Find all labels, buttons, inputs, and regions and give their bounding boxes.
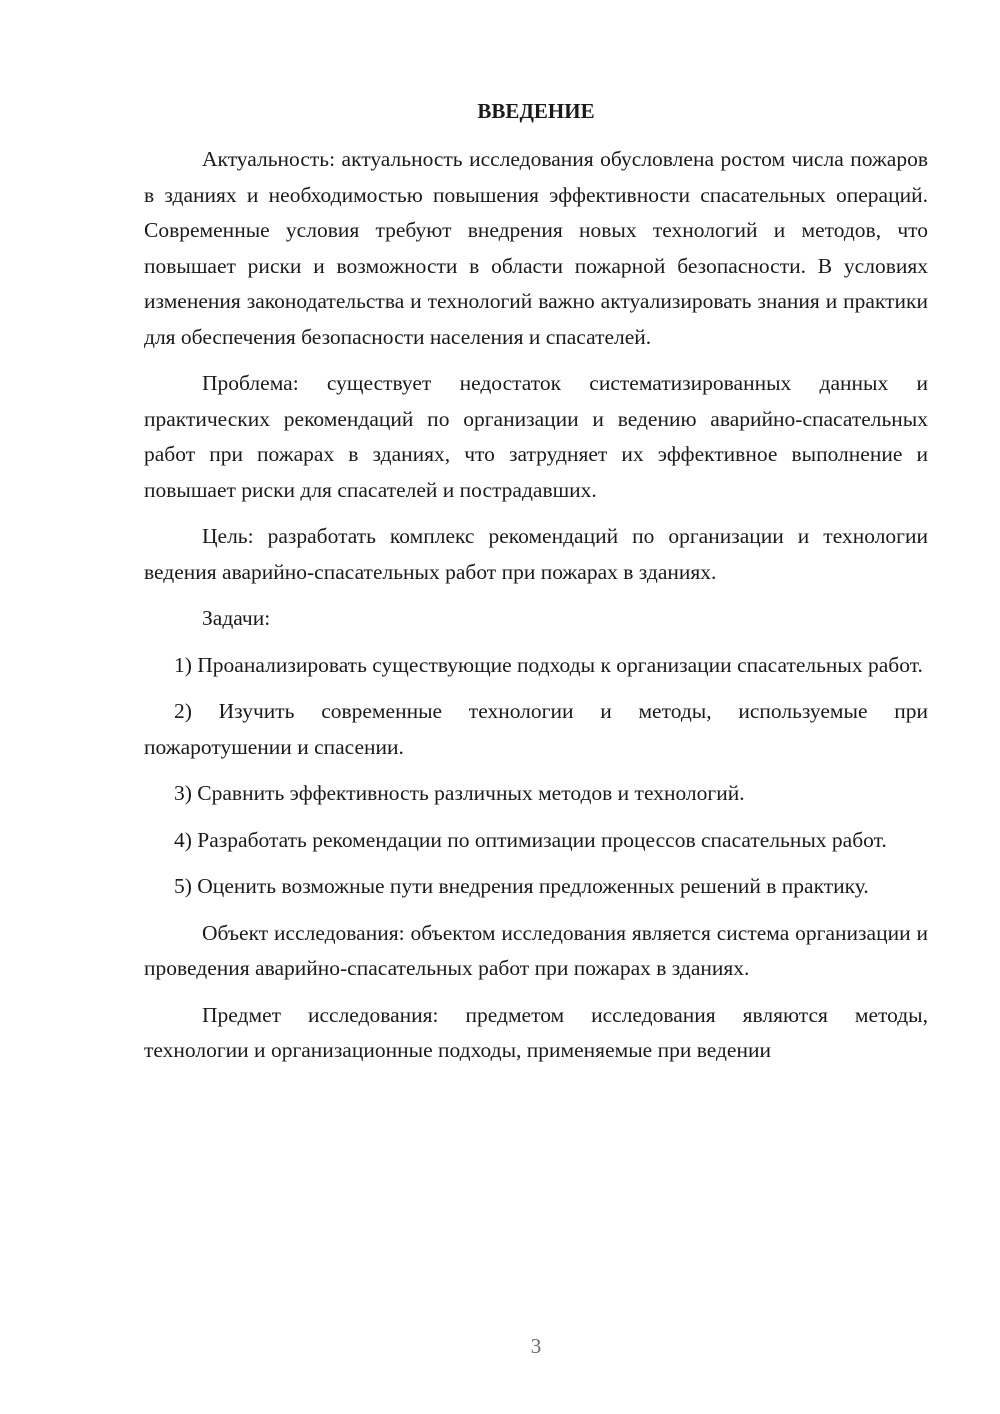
task-item-2: 2) Изучить современные технологии и методы, используемые при пожаротушении и спасении. (144, 699, 928, 759)
page-number: 3 (530, 1334, 542, 1358)
page-title: ВВЕДЕНИЕ (477, 99, 595, 123)
relevance-paragraph: Актуальность: актуальность исследования обусловлена ростом числа пожаров в зданиях и необходимостью повышения эффективности спасательных операций. Современные условия требуют внедрения новых технологий и методов, что повышает риски и возможности в области пожарной безопасности. В условиях изменения законодательства и технологий важно актуализировать знания и практики для обеспечения безопасности населения и спасателей. (144, 147, 928, 349)
task-item-5: 5) Оценить возможные пути внедрения предложенных решений в практику. (174, 874, 869, 898)
tasks-heading: Задачи: (202, 606, 271, 630)
task-item-1: 1) Проанализировать существующие подходы к организации спасательных работ. (174, 652, 923, 677)
document-page (144, 0, 928, 1414)
subject-paragraph: Предмет исследования: предметом исследования являются методы, технологии и организационные подходы, применяемые при ведении (144, 1002, 928, 1062)
goal-paragraph: Цель: разработать комплекс рекомендаций по организации и технологии ведения аварийно-спасательных работ при пожарах в зданиях. (144, 524, 928, 584)
task-item-4: 4) Разработать рекомендации по оптимизации процессов спасательных работ. (174, 827, 887, 852)
object-paragraph: Объект исследования: объектом исследования является система организации и проведения аварийно-спасательных работ при пожарах в зданиях. (144, 920, 928, 980)
task-item-3: 3) Сравнить эффективность различных методов и технологий. (174, 781, 745, 805)
problem-paragraph: Проблема: существует недостаток систематизированных данных и практических рекомендаций по организации и ведению аварийно-спасательных работ при пожарах в зданиях, что затрудняет их эффективное выполнение и повышает риски для спасателей и пострадавших. (144, 371, 928, 502)
document-body (144, 142, 928, 1080)
